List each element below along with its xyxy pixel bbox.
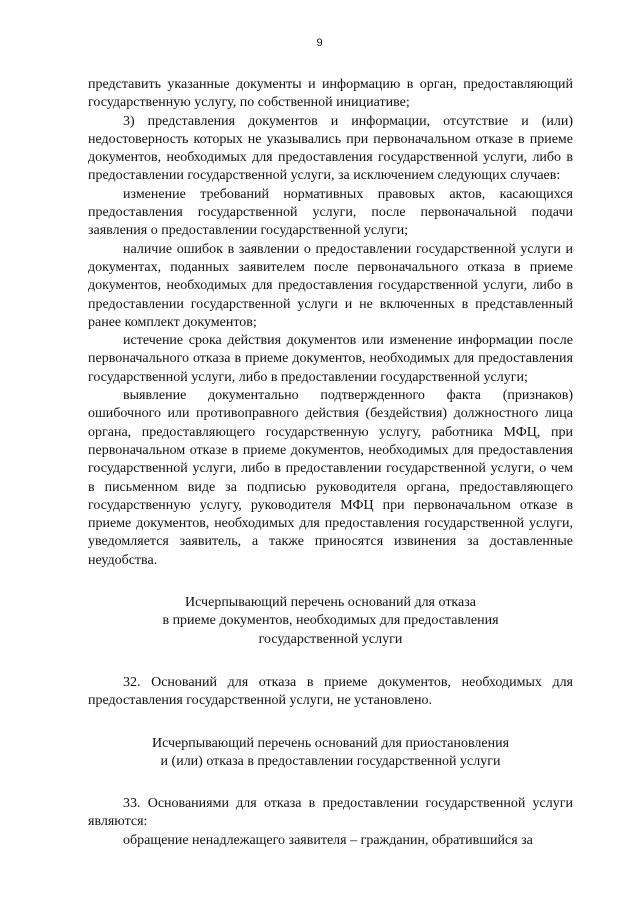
section-heading-suspension-refusal bbox=[88, 735, 573, 772]
paragraph-item-3: 3) представления документов и информации, отсутствие и (или) недостоверность которых не указывались при первоначальном отказе в приеме документов, необходимых для предоставления государственной услуги, либо в предоставлении государственной услуги, за исключением следующих случаев: bbox=[88, 113, 573, 184]
paragraph-33: 33. Основаниями для отказа в предоставлении государственной услуги являются: bbox=[88, 796, 573, 830]
section-heading-refusal-acceptance bbox=[88, 594, 573, 649]
heading-line: Исчерпывающий перечень оснований для отказа bbox=[185, 595, 476, 611]
exception-case-misconduct: выявление документально подтвержденного факта (признаков) ошибочного или противоправного действия (бездействия) должностного лица органа, предоставляющего государственную услугу, работника МФЦ, при первоначальном отказе в приеме документов, необходимых для предоставления государственной услуги, либо в предоставлении государственной услуги, о чем в письменном виде за подписью руководителя органа, предоставляющего государственную услугу, руководителя МФЦ при первоначальном отказе в приеме документов, необходимых для предоставления государственной услуги, уведомляется заявитель, а также приносятся извинения за доставленные неудобства. bbox=[88, 388, 573, 568]
paragraph-32: 32. Оснований для отказа в приеме документов, необходимых для предоставления государственной услуги, не установлено. bbox=[88, 674, 573, 709]
exception-case-legal-change: изменение требований нормативных правовых актов, касающихся предоставления государственной услуги, после первоначальной подачи заявления о предоставлении государственной услуги; bbox=[88, 186, 573, 239]
heading-line: в приеме документов, необходимых для предоставления bbox=[162, 613, 499, 629]
heading-line: государственной услуги bbox=[258, 631, 403, 647]
paragraph-33-item-1: обращение ненадлежащего заявителя – гражданин, обратившийся за bbox=[123, 832, 533, 848]
heading-line: Исчерпывающий перечень оснований для приостановления bbox=[151, 735, 510, 751]
page-number: 9 bbox=[316, 37, 323, 49]
exception-case-errors: наличие ошибок в заявлении о предоставлении государственной услуги и документах, поданных заявителем после первоначального отказа в приеме документов, необходимых для предоставления государственной услуги, либо в предоставлении государственной услуги и не включенных в представленный ранее комплект документов; bbox=[88, 241, 573, 330]
paragraph-own-initiative: представить указанные документы и информацию в орган, предоставляющий государственную услугу, по собственной инициативе; bbox=[88, 77, 573, 111]
exception-case-expiry: истечение срока действия документов или изменение информации после первоначального отказа в приеме документов, необходимых для предоставления государственной услуги, либо в предоставлении государственной услуги; bbox=[88, 333, 573, 385]
heading-line: и (или) отказа в предоставлении государственной услуги bbox=[160, 753, 501, 769]
document-body bbox=[88, 76, 573, 850]
